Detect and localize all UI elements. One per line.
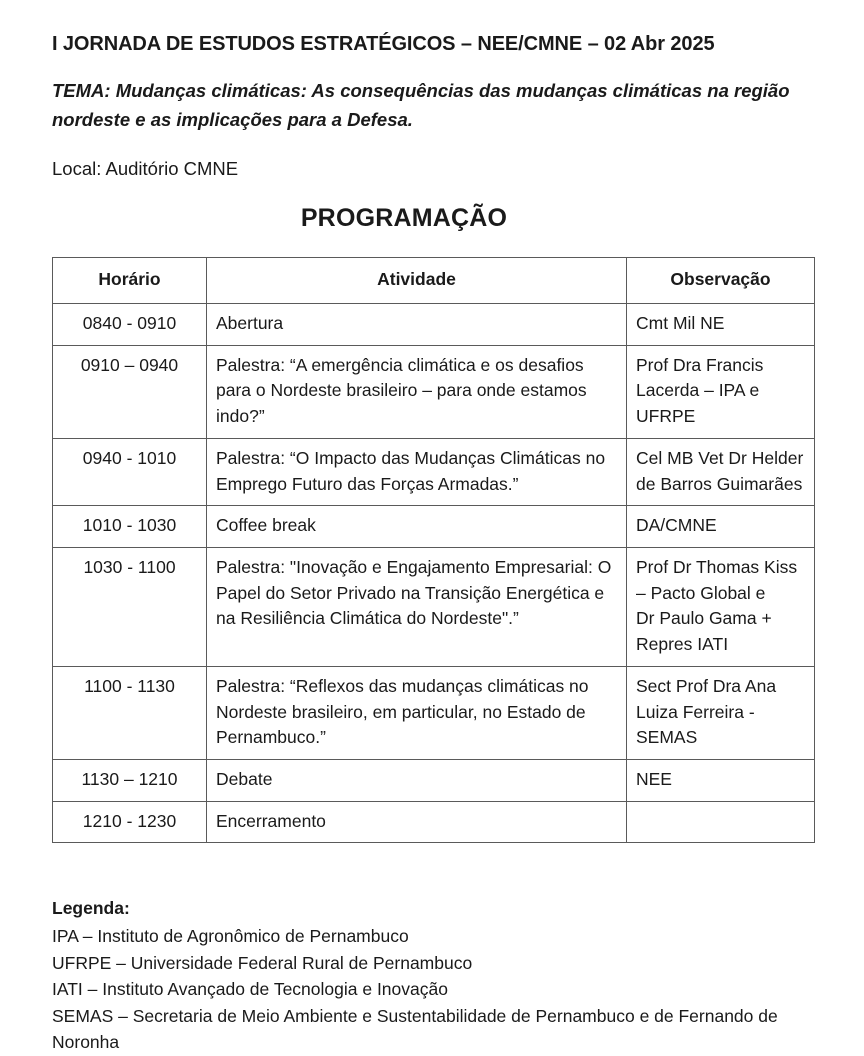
cell-observacao: Prof Dra Francis Lacerda – IPA e UFRPE <box>627 345 815 438</box>
cell-horario: 0940 - 1010 <box>53 438 207 505</box>
page-title: I JORNADA DE ESTUDOS ESTRATÉGICOS – NEE/CMNE – 02 Abr 2025 <box>52 33 715 55</box>
legend-item-ufrpe: UFRPE – Universidade Federal Rural de Pernambuco <box>52 952 473 973</box>
document-location: Local: Auditório CMNE <box>52 158 239 180</box>
document-theme: TEMA: Mudanças climáticas: As consequências das mudanças climáticas na região nordeste e as implicações para a Defesa. <box>52 80 790 130</box>
legend-title: Legenda: <box>52 898 130 919</box>
table-row <box>53 666 815 759</box>
legend-item-ipa: IPA – Instituto de Agronômico de Pernambuco <box>52 926 409 947</box>
column-header-observacao: Observação <box>627 258 815 304</box>
observacao-line-1: Prof Dr Thomas Kiss – Pacto Global e <box>636 556 798 603</box>
cell-horario: 1010 - 1030 <box>53 506 207 548</box>
table-row <box>53 760 815 802</box>
table-row <box>53 801 815 843</box>
schedule-table <box>52 257 815 843</box>
cell-horario: 1210 - 1230 <box>53 801 207 843</box>
column-header-horario: Horário <box>53 258 207 304</box>
section-title-programacao: PROGRAMAÇÃO <box>300 204 508 233</box>
cell-atividade: Palestra: “A emergência climática e os desafios para o Nordeste brasileiro – para onde estamos indo?” <box>207 345 627 438</box>
observacao-line-2: Dr Paulo Gama + Repres IATI <box>636 608 772 655</box>
cell-atividade: Palestra: “Reflexos das mudanças climáticas no Nordeste brasileiro, em particular, no Estado de Pernambuco.” <box>207 666 627 759</box>
cell-atividade: Coffee break <box>207 506 627 548</box>
cell-horario: 0910 – 0940 <box>53 345 207 438</box>
table-body <box>53 303 815 843</box>
table-row <box>53 345 815 438</box>
cell-observacao: DA/CMNE <box>627 506 815 548</box>
cell-observacao: Sect Prof Dra Ana Luiza Ferreira - SEMAS <box>627 666 815 759</box>
cell-horario: 1030 - 1100 <box>53 547 207 666</box>
cell-atividade: Abertura <box>207 303 627 345</box>
legend-section <box>52 895 812 1056</box>
schedule-table-wrapper <box>52 257 812 843</box>
legend-item-semas: SEMAS – Secretaria de Meio Ambiente e Sustentabilidade de Pernambuco e de Fernando de Noronha <box>52 1005 778 1053</box>
cell-atividade: Palestra: “O Impacto das Mudanças Climáticas no Emprego Futuro das Forças Armadas.” <box>207 438 627 505</box>
cell-observacao <box>627 547 815 666</box>
cell-horario: 0840 - 0910 <box>53 303 207 345</box>
table-header-row <box>53 258 815 304</box>
table-row <box>53 547 815 666</box>
table-row <box>53 438 815 505</box>
cell-horario: 1100 - 1130 <box>53 666 207 759</box>
cell-atividade: Debate <box>207 760 627 802</box>
table-row <box>53 506 815 548</box>
cell-horario: 1130 – 1210 <box>53 760 207 802</box>
cell-atividade: Palestra: "Inovação e Engajamento Empresarial: O Papel do Setor Privado na Transição Energética e na Resiliência Climática do Nordeste".” <box>207 547 627 666</box>
cell-observacao: Cel MB Vet Dr Helder de Barros Guimarães <box>627 438 815 505</box>
cell-observacao <box>627 801 815 843</box>
table-header <box>53 258 815 304</box>
cell-atividade: Encerramento <box>207 801 627 843</box>
column-header-atividade: Atividade <box>207 258 627 304</box>
cell-observacao: Cmt Mil NE <box>627 303 815 345</box>
table-row <box>53 303 815 345</box>
legend-item-iati: IATI – Instituto Avançado de Tecnologia e Inovação <box>52 979 448 1000</box>
cell-observacao: NEE <box>627 760 815 802</box>
